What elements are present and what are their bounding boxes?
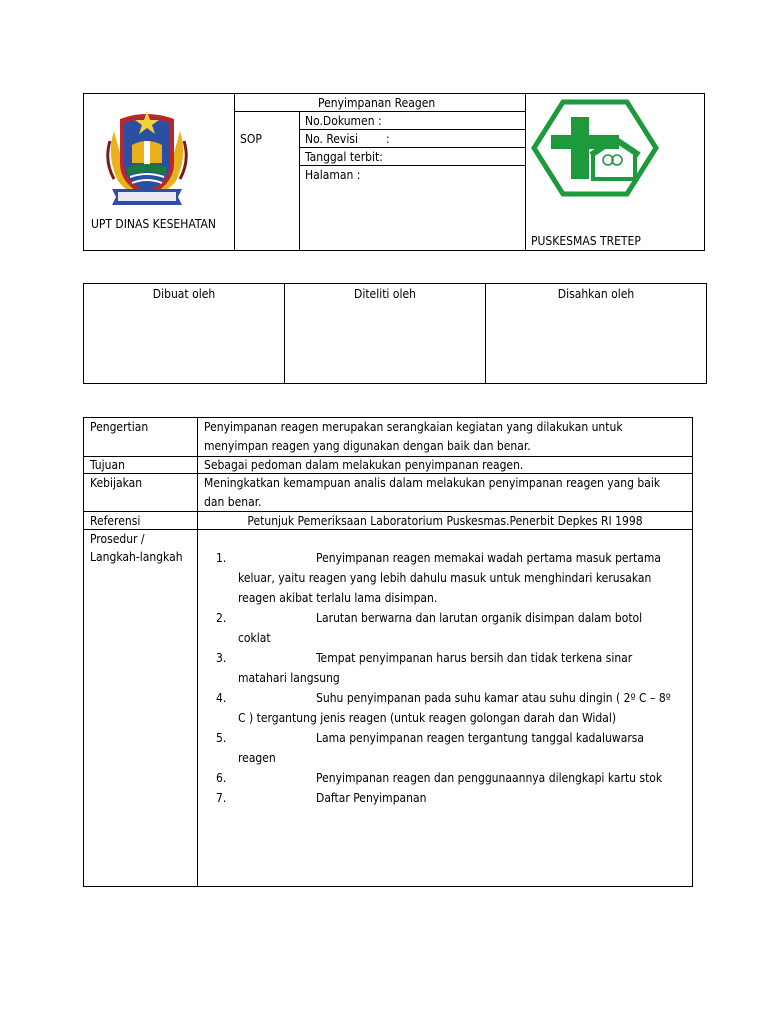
document-title: Penyimpanan Reagen — [318, 96, 436, 110]
referensi-label: Referensi — [90, 514, 141, 528]
procedure-step-text: Penyimpanan reagen memakai wadah pertama masuk pertama — [316, 551, 661, 565]
procedure-step-text-continued: reagen — [238, 751, 276, 765]
procedure-step-number: 3. — [216, 651, 227, 665]
procedure-step-text-continued: coklat — [238, 631, 271, 645]
org-left-label: UPT DINAS KESEHATAN — [91, 217, 216, 231]
referensi-text: Petunjuk Pemeriksaan Laboratorium Puskesmas.Penerbit Depkes RI 1998 — [247, 514, 643, 528]
procedure-step-text-continued: matahari langsung — [238, 671, 340, 685]
kebijakan-label: Kebijakan — [90, 476, 143, 490]
pengertian-text-1: Penyimpanan reagen merupakan serangkaian kegiatan yang dilakukan untuk — [204, 420, 623, 434]
procedure-step-text-continued: C ) tergantung jenis reagen (untuk reagen golongan darah dan Widal) — [238, 711, 617, 725]
pengertian-label: Pengertian — [90, 420, 149, 434]
regency-emblem-icon — [104, 101, 190, 207]
kebijakan-text-1: Meningkatkan kemampuan analis dalam melakukan penyimpanan reagen yang baik — [204, 476, 661, 490]
prosedur-label-1: Prosedur / — [90, 532, 145, 546]
procedure-step-text: Suhu penyimpanan pada suhu kamar atau suhu dingin ( 2º C – 8º — [316, 691, 671, 705]
procedure-step-text-continued: reagen akibat terlalu lama disimpan. — [238, 591, 438, 605]
procedure-step-number: 1. — [216, 551, 227, 565]
tujuan-label: Tujuan — [90, 458, 125, 472]
procedure-step-number: 2. — [216, 611, 227, 625]
disahkan-oleh-label: Disahkan oleh — [557, 287, 635, 301]
org-right-label: PUSKESMAS TRETEP — [531, 234, 641, 248]
procedure-step-number: 7. — [216, 791, 227, 805]
prosedur-label-2: Langkah-langkah — [90, 550, 183, 564]
no-dokumen-field: No.Dokumen : — [305, 114, 382, 128]
procedure-step-text: Tempat penyimpanan harus bersih dan tidak terkena sinar — [316, 651, 633, 665]
no-revisi-field: No. Revisi — [305, 132, 358, 146]
procedure-step-text: Lama penyimpanan reagen tergantung tanggal kadaluwarsa — [316, 731, 644, 745]
halaman-field: Halaman : — [305, 168, 361, 182]
procedure-step-number: 4. — [216, 691, 227, 705]
procedure-step-text-continued: keluar, yaitu reagen yang lebih dahulu masuk untuk menghindari kerusakan — [238, 571, 652, 585]
sop-label: SOP — [240, 132, 262, 146]
diteliti-oleh-label: Diteliti oleh — [354, 287, 416, 301]
procedure-step-number: 5. — [216, 731, 227, 745]
tanggal-terbit-field: Tanggal terbit: — [305, 150, 383, 164]
no-revisi-colon: : — [386, 132, 390, 146]
tujuan-text: Sebagai pedoman dalam melakukan penyimpanan reagen. — [204, 458, 524, 472]
puskesmas-logo-icon — [531, 99, 659, 197]
procedure-step-text: Daftar Penyimpanan — [316, 791, 427, 805]
procedure-step-text: Penyimpanan reagen dan penggunaannya dilengkapi kartu stok — [316, 771, 663, 785]
procedure-step-number: 6. — [216, 771, 227, 785]
procedure-step-text: Larutan berwarna dan larutan organik disimpan dalam botol — [316, 611, 643, 625]
pengertian-text-2: menyimpan reagen yang digunakan dengan baik dan benar. — [204, 439, 531, 453]
dibuat-oleh-label: Dibuat oleh — [152, 287, 216, 301]
kebijakan-text-2: dan benar. — [204, 495, 262, 509]
